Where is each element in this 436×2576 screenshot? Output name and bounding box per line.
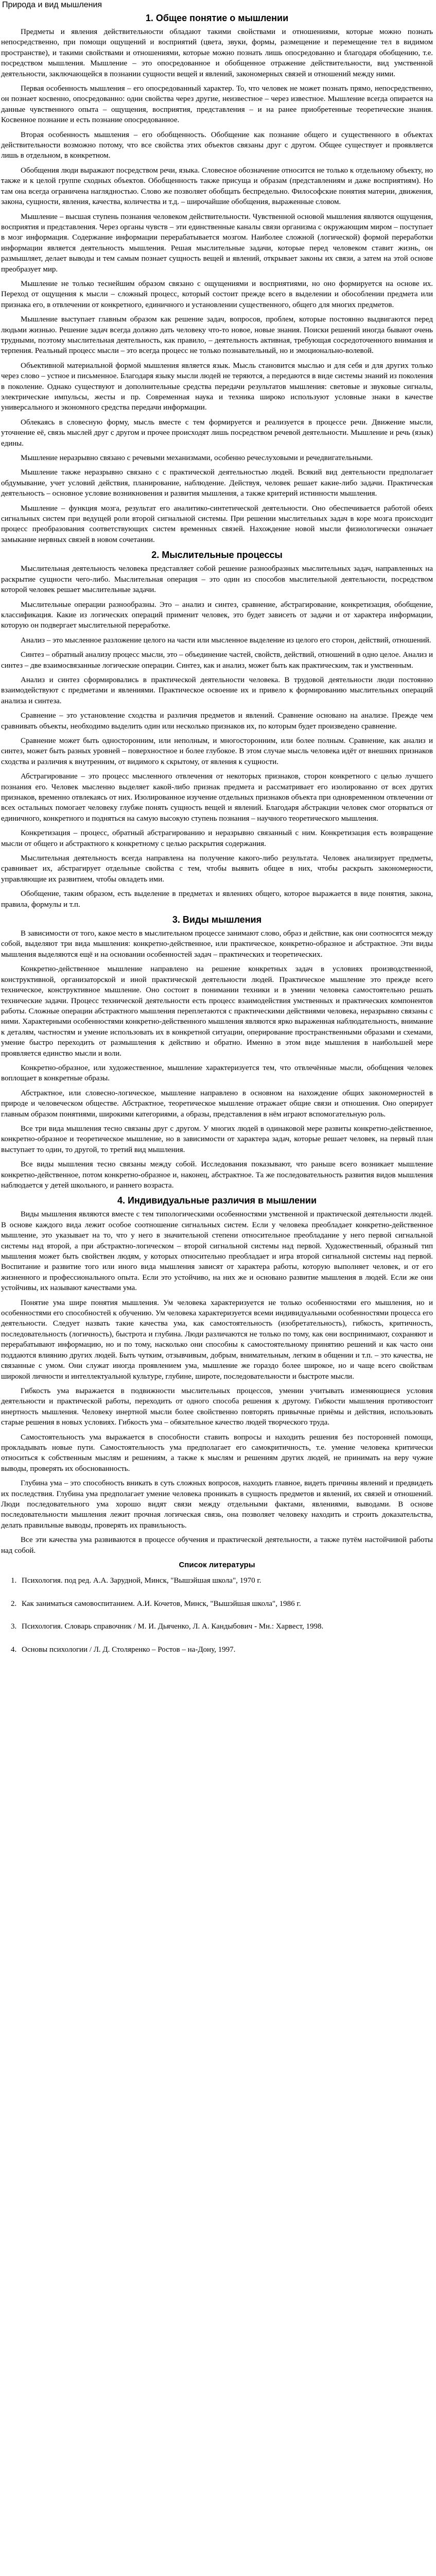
reference-item: 4. Основы психологии / Л. Д. Столяренко – Ростов – на-Дону, 1997. xyxy=(19,1645,433,1655)
paragraph: Конкретизация – процесс, обратный абстрагированию и неразрывно связанный с ним. Конкретизация есть возвращение мысли от общего и абстрактного к конкретному с целью раскрытия содержания. xyxy=(1,829,433,848)
references-list xyxy=(1,1575,433,1655)
paragraph: Все три вида мышления тесно связаны друг с другом. У многих людей в одинаковой мере развиты конкретно-действенное, конкретно-образное и теоретическое мышление, но в зависимости от характера задач, которые решает человек, на первый план выступает то один, то другой, то третий вид мышления. xyxy=(1,1124,433,1154)
paragraph: Мышление выступает главным образом как решение задач, вопросов, проблем, которые постоянно выдвигаются перед людьми жизнью. Решение задач всегда должно дать человеку что-то новое, новые знания. Поиски решений иногда бывают очень трудными, поэтому мыслительная деятельность, как правило, – деятельность активная, требующая сосредоточенного внимания и терпения. Реальный процесс мысли – это всегда процесс не только познавательный, но и эмоционально-волевой. xyxy=(1,315,433,355)
paragraph: Все эти качества ума развиваются в процессе обучения и практической деятельности, а также путём настойчивой работы над собой. xyxy=(1,1536,433,1555)
page-title: Природа и вид мышления xyxy=(2,1,102,9)
paragraph: Мышление не только теснейшим образом связано с ощущениями и восприятиями, но оно формируется на основе их. Переход от ощущения к мысли – сложный процесс, который состоит прежде всего в выделении и обособлении предмета или признака его, в отвлечении от конкретного, единичного и установлении существенного, общего для многих предметов. xyxy=(1,279,433,309)
paragraph: Анализ и синтез сформировались в практической деятельности человека. В трудовой деятельности люди постоянно взаимодействуют с предметами и явлениями. Практическое освоение их и привело к формированию мыслительных операций анализа и синтеза. xyxy=(1,675,433,705)
paragraph: Облекаясь в словесную форму, мысль вместе с тем формируется и реализуется в процессе речи. Движение мысли, уточнение её, связь мыслей друг с другом и прочее происходят лишь посредством речевой деятельности. Мышление и речь (язык) едины. xyxy=(1,418,433,448)
paragraph: Все виды мышления тесно связаны между собой. Исследования показывают, что раньше всего возникает мышление конкретно-действенное, потом конкретно-образное и, наконец, абстрактное. Та же последовательность развития видов мышления наблюдается у детей школьного, и раннего возраста. xyxy=(1,1160,433,1190)
paragraph: Глубина ума – это способность вникать в суть сложных вопросов, находить главное, видеть причины явлений и предвидеть их последствия. Глубина ума предполагает умение человека проникать в сущность предметов и явлений, их связей и отношений. Люди последовательного ума хорошо видят связи между отдельными фактами, явлениями, выводами. В основе последовательности мышления лежит прочная логическая связь, она позволяет человеку находить и строить доказательства, делать правильные выводы, проверять их правильность. xyxy=(1,1479,433,1530)
paragraph: Конкретно-образное, или художественное, мышление характеризуется тем, что отвлечённые мысли, обобщения человек воплощает в конкретные образы. xyxy=(1,1063,433,1083)
paragraph: Мыслительная деятельность человека представляет собой решение разнообразных мыслительных задач, направленных на раскрытие сущности чего-либо. Мыслительная операция – это один из способов мыслительной деятельности, посредством которой человек решает мыслительные задачи. xyxy=(1,565,433,595)
reference-item: 2. Как заниматься самовоспитанием. А.И. Кочетов, Минск, "Вышэйшая школа", 1986 г. xyxy=(19,1599,433,1609)
paragraph: Обобщение, таким образом, есть выделение в предметах и явлениях общего, которое выражается в виде понятия, закона, правила, формулы и т.п. xyxy=(1,890,433,909)
paragraph: Сравнение может быть односторонним, или неполным, и многосторонним, или более полным. Сравнение, как анализ и синтез, может быть разных уровней – поверхностное и более глубокое. В этом случае мысль человека идёт от внешних признаков сходства и различия к внутренним, от видимого к скрытому, от явления к сущности. xyxy=(1,736,433,766)
document-body xyxy=(1,12,433,1556)
paragraph: Мышление – функция мозга, результат его аналитико-синтетической деятельности. Оно обеспечивается работой обеих сигнальных систем при ведущей роли второй сигнальной системы. При решении мыслительных задач в коре мозга происходит процесс преобразования соответствующих систем временных связей. Нахождение новой мысли физиологически означает замыкание нервных связей в новом сочетании. xyxy=(1,504,433,544)
paragraph: Синтез – обратный анализу процесс мысли, это – объединение частей, свойств, действий, отношений в одно целое. Анализ и синтез – две взаимосвязанные логические операции. Синтез, как и анализ, может быть как практическим, так и умственным. xyxy=(1,651,433,670)
section-heading: 2. Мыслительные процессы xyxy=(151,550,283,561)
paragraph: Абстрактное, или словесно-логическое, мышление направлено в основном на нахождение общих закономерностей в природе и человеческом обществе. Абстрактное, теоретическое мышление отражает общие связи и отношения. Оно оперирует главным образом понятиями, широкими категориями, а образы, представления в нём играют вспомогательную роль. xyxy=(1,1089,433,1118)
paragraph: Конкретно-действенное мышление направлено на решение конкретных задач в условиях производственной, конструктивной, организаторской и иной практической деятельности людей. Практическое мышление это прежде всего техническое, конструктивное мышление. Оно состоит в понимании техники и в умении человека самостоятельно решать технические задачи. Процесс технической деятельности есть процесс взаимодействия умственных и практических компонентов работы. Сложные операции абстрактного мышления переплетаются с практическими действиями человека, неразрывно связаны с ними. Характерными особенностями конкретно-действенного мышления являются ярко выраженная наблюдательность, внимание к деталям, частностям и умение использовать их в конкретной ситуации, оперирование пространственными образами и схемами, умение быстро переходить от размышления к действию и обратно. Именно в этом виде мышления в наибольшей мере проявляется единство мысли и воли. xyxy=(1,965,433,1058)
reference-item: 1. Психология. под ред. А.А. Зарудной, Минск, "Вышэйшая школа", 1970 г. xyxy=(19,1575,433,1586)
paragraph: Виды мышления являются вместе с тем типологическими особенностями умственной и практической деятельности людей. В основе каждого вида лежит особое соотношение сигнальных систем. Если у человека преобладает конкретно-действенное мышление, это указывает на то, что у него в значительной степени относительное преобладание у него первой сигнальной системы над второй, а при абстрактно-логическом – второй сигнальной системы над первой. Художественный, образный тип мышления может быть свойствен людям, у которых относительно преобладает и игра второй сигнальной системы над первой. Воспитание и развитие того или иного вида мышления зависят от характера работы, которую выполняет человек, и от его жизненного и профессионального опыта. Если это устойчиво, на них же и основано развитие мышления в людей. Если же они устойчивы, их называют качествами ума. xyxy=(1,1210,433,1293)
paragraph: В зависимости от того, какое место в мыслительном процессе занимают слово, образ и действие, как они соотносятся между собой, выделяют три вида мышления: конкретно-действенное, или практическое, конкретно-образное и абстрактное. Эти виды мышления выделяются ещё и на основании особенностей задач – практических и теоретических. xyxy=(1,929,433,959)
paragraph: Понятие ума шире понятия мышления. Ум человека характеризуется не только особенностями его мышления, но и особенностями его способностей к обучению. Ум человека характеризуется всеми индивидуальными особенностями процесса его деятельности. Следует назвать такие качества ума, как самостоятельность (изобретательность), гибкость, критичность, последовательность (логичность), быстрота и глубина. Люди различаются не только по тому, как они воспринимают, сохраняют и перерабатывают информацию, но и по тому, насколько они способны к самостоятельному принятию решений и как часто они поддаются влиянию других людей. Быть чутким, отзывчивым, добрым, внимательным, легким в общении и т.п. – это качества, не связанные с умом. Они служат иногда проявлением ума, мышление же гораздо более широкое, но и чаще всего свойствам широкой личности и интеллектуальной культуре, глубине, широте, последовательности и быстроте мысли. xyxy=(1,1298,433,1381)
section-heading: 1. Общее понятие о мышлении xyxy=(145,13,289,23)
section-heading: 3. Виды мышления xyxy=(172,914,262,925)
paragraph: Сравнение – это установление сходства и различия предметов и явлений. Сравнение основано на анализе. Прежде чем сравнивать объекты, необходимо выделить один или несколько признаков их, по которым будет произведено сравнение. xyxy=(1,711,433,731)
references-heading: Список литературы xyxy=(179,1561,255,1569)
reference-item: 3. Психология. Словарь справочник / М. И. Дьяченко, Л. А. Кандыбович - Мн.: Харвест, 1998. xyxy=(19,1621,433,1632)
paragraph: Вторая особенность мышления – его обобщенность. Обобщение как познание общего и существенного в объектах действительности возможно потому, что все свойства этих объектов связаны друг с другом. Общее существует и проявляется лишь в отдельном, в конкретном. xyxy=(1,130,433,160)
paragraph: Абстрагирование – это процесс мысленного отвлечения от некоторых признаков, сторон конкретного с целью лучшего познания его. Человек мысленно выделяет какой-либо признак предмета и рассматривает его изолированно от всех других признаков, временно отвлекаясь от них. Изолированное изучение отдельных признаков объекта при одновременном отвлечении от всех остальных помогает человеку глубже понять сущность вещей и явлений. Благодаря абстракции человек смог оторваться от единичного, конкретного и подняться на самую высокую ступень познания – научного теоретического мышления. xyxy=(1,772,433,823)
paragraph: Объективной материальной формой мышления является язык. Мысль становится мыслью и для себя и для других только через слово – устное и письменное. Благодаря языку мысли людей не теряются, а передаются в виде системы знаний из поколения в поколение. Однако существуют и дополнительные средства передачи результатов мышления: световые и звуковые сигналы, электрические импульсы, жесты и пр. Современная наука и техника широко используют условные знаки в качестве универсального и экономного средства передачи информации. xyxy=(1,361,433,412)
paragraph: Мыслительная деятельность всегда направлена на получение какого-либо результата. Человек анализирует предметы, сравнивает их, абстрагирует отдельные свойства с тем, чтобы выявить общее в них, чтобы раскрыть закономерности, управляющие их развитием, чтобы овладеть ими. xyxy=(1,854,433,884)
paragraph: Мышление также неразрывно связано с с практической деятельностью людей. Всякий вид деятельности предполагает обдумывание, учет условий действия, планирование, наблюдение. Действуя, человек решает какие-либо задачи. Практическая деятельность – основное условие возникновения и развития мышления, а также критерий истинности мышления. xyxy=(1,468,433,498)
paragraph: Мышление неразрывно связано с речевыми механизмами, особенно речеслуховыми и речедвигательными. xyxy=(21,454,373,463)
paragraph: Самостоятельность ума выражается в способности ставить вопросы и находить решения без посторонней помощи, прокладывать новые пути. Самостоятельность ума предполагает его самокритичность, т.е. умение человека критически относиться к собственным мыслям и решениям, а также к мыслям и решениям других людей, не принимать на веру чужие выводы, проверять их обоснованность. xyxy=(1,1433,433,1473)
paragraph: Предметы и явления действительности обладают такими свойствами и отношениями, которые можно познать непосредственно, при помощи ощущений и восприятий (цвета, звуки, формы, размещение и перемещение тел в видимом пространстве), и такими свойствами и отношениями, которые можно познать лишь опосредованно и благодаря обобщению, т.е. посредством мышления. Мышление – это опосредованное и обобщенное отражение действительности, вид умственной деятельности, заключающейся в познании сущности вещей и явлений, закономерных связей и отношений между ними. xyxy=(1,28,433,78)
paragraph: Обобщения люди выражают посредством речи, языка. Словесное обозначение относится не только к отдельному объекту, но также и к целой группе сходных объектов. Обобщенность также присуща и образам (представлениям и даже восприятиям). Но там она всегда ограничена наглядностью. Слово же позволяет обобщать беспредельно. Философские понятия материи, движения, закона, сущности, явления, качества, количества и т.д. – широчайшие обобщения, выраженные словом. xyxy=(1,166,433,207)
section-heading: 4. Индивидуальные различия в мышлении xyxy=(117,1195,317,1206)
paragraph: Мыслительные операции разнообразны. Это – анализ и синтез, сравнение, абстрагирование, конкретизация, обобщение, классификация. Какие из логических операций применит человек, это будет зависеть от задачи и от характера информации, которую он подвергает мыслительной переработке. xyxy=(1,600,433,630)
paragraph: Гибкость ума выражается в подвижности мыслительных процессов, умении учитывать изменяющиеся условия деятельности и практической работы, переходить от одного способа решения к другому. Гибкости мышления противостоит инертность мышления. Человеку инертной мысли более свойственно повторять привычные приёмы и действия, использовать старые решения в новых условиях. Гибкость ума – обязательное качество людей творческого труда. xyxy=(1,1386,433,1427)
paragraph: Первая особенность мышления – его опосредованный характер. То, что человек не может познать прямо, непосредственно, он познает косвенно, опосредованно: одни свойства через другие, неизвестное – через известное. Мышление всегда опирается на данные чувственного опыта – ощущения, восприятия, представления – и на ранее приобретенные теоретические знания. Косвенное познание и есть познание опосредованное. xyxy=(1,84,433,125)
paragraph: Мышление – высшая ступень познания человеком действительности. Чувственной основой мышления являются ощущения, восприятия и представления. Через органы чувств – эти единственные каналы связи организма с окружающим миром – поступает в мозг информация. Содержание информации перерабатывается мозгом. Наиболее сложной (логической) формой переработки информации является деятельность мышления. Решая мыслительные задачи, которые перед человеком ставит жизнь, он размышляет, делает выводы и тем самым познает сущность вещей и явлений, открывает законы их связи, а затем на этой основе преобразует мир. xyxy=(1,212,433,274)
paragraph: Анализ – это мысленное разложение целого на части или мысленное выделение из целого его сторон, действий, отношений. xyxy=(21,636,431,645)
